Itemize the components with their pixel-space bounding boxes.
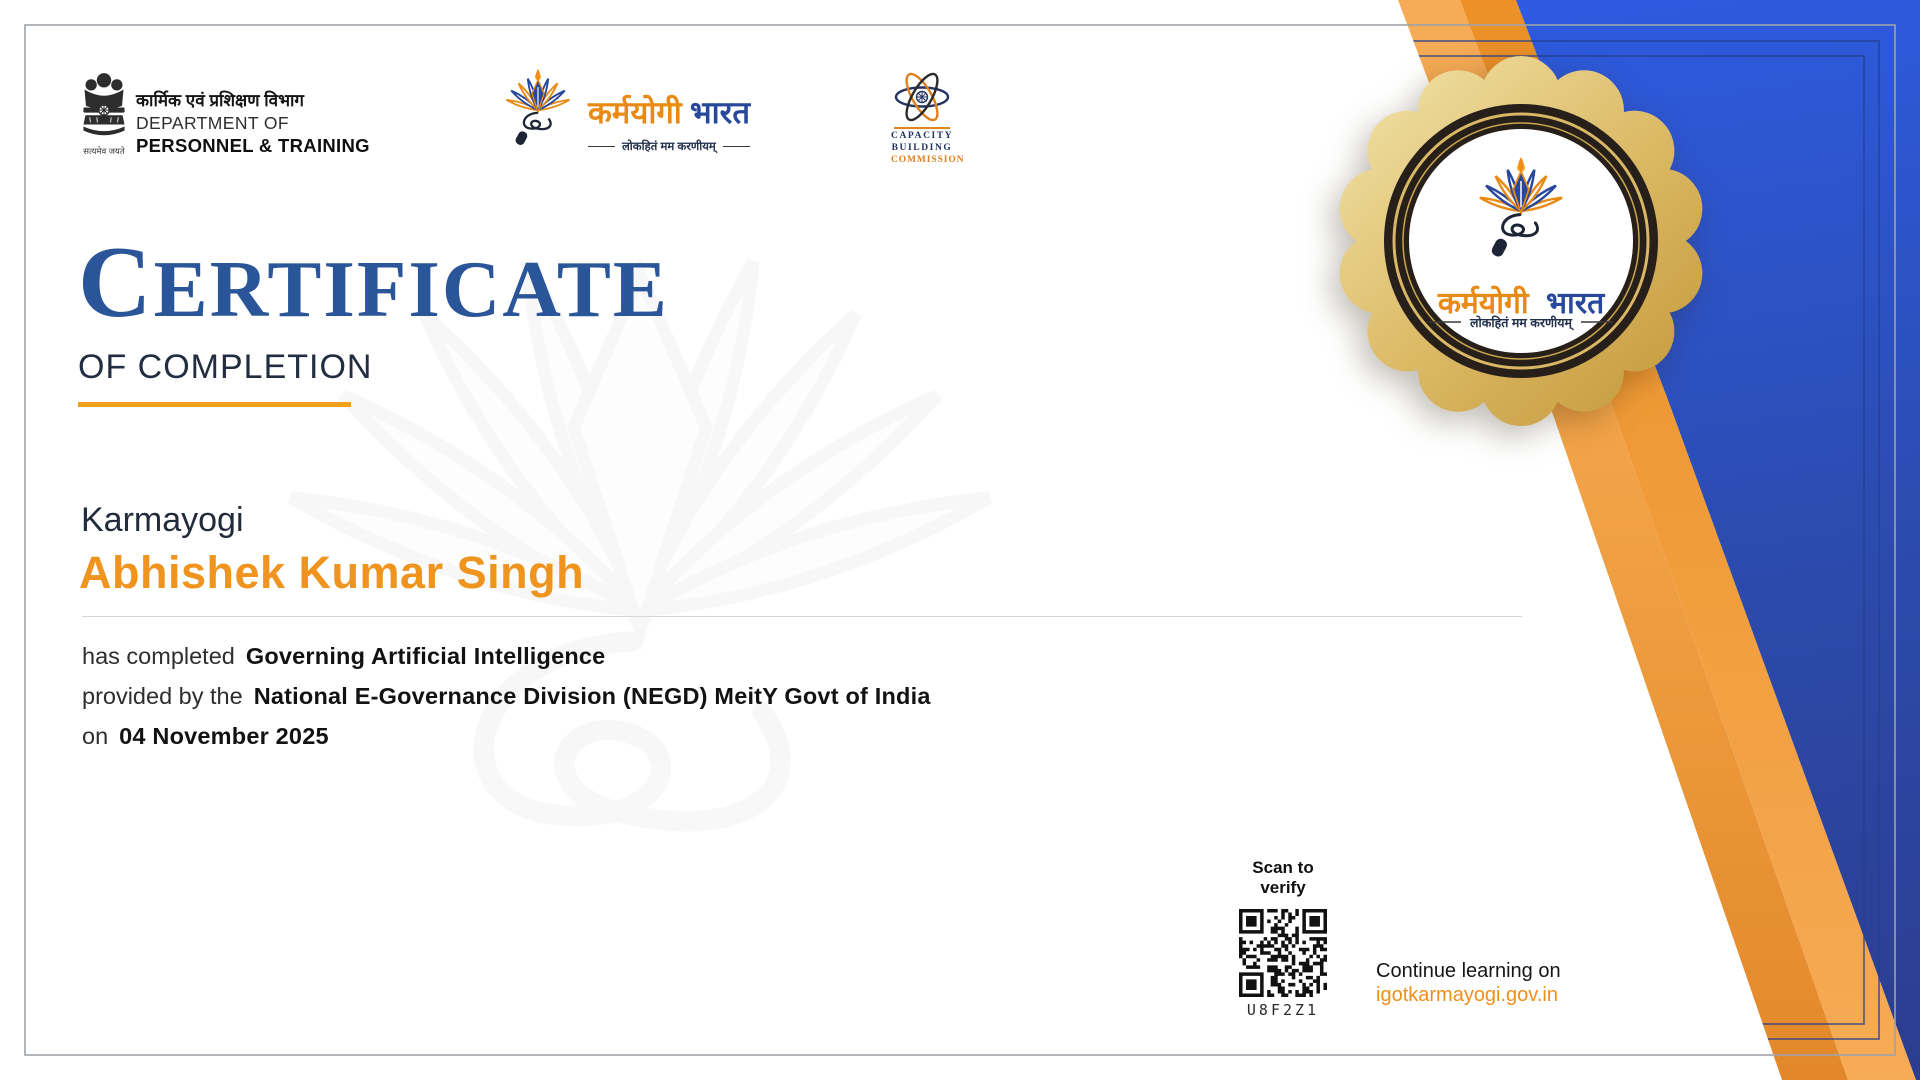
tagline-dash-right	[723, 146, 750, 147]
date-prefix: on	[82, 722, 109, 749]
wordmark-karmayogi: कर्मयोगी	[588, 95, 682, 130]
karmayogi-tagline: लोकहितं मम करणीयम्	[622, 141, 716, 153]
dopt-name-hindi: कार्मिक एवं प्रशिक्षण विभाग	[136, 91, 305, 110]
verify-section	[1228, 858, 1338, 1019]
seal-tagline: लोकहितं मम करणीयम्	[1470, 316, 1572, 330]
seal-wordmark	[1437, 285, 1606, 320]
course-line	[82, 636, 931, 676]
title-block	[78, 226, 669, 407]
emblem-motto: सत्यमेव जयते	[83, 146, 125, 156]
igot-karmayogi-link[interactable]: igotkarmayogi.gov.in	[1376, 984, 1558, 1006]
cbc-knot-icon	[891, 72, 953, 124]
name-divider	[82, 616, 1522, 617]
completion-details	[82, 636, 931, 756]
certificate-title	[78, 226, 669, 339]
tagline-dash-left	[588, 146, 615, 147]
certificate-subtitle: OF COMPLETION	[78, 348, 373, 386]
karmayogi-wordmark	[588, 91, 750, 133]
recipient-name: Abhishek Kumar Singh	[79, 547, 585, 598]
course-prefix: has completed	[82, 642, 235, 669]
karmayogi-lotus-icon	[492, 57, 584, 154]
provider-name: National E-Governance Division (NEGD) MeitY Govt of India	[253, 682, 931, 709]
karmayogi-seal-badge	[1321, 41, 1721, 441]
cbc-word-commission: COMMISSION	[891, 154, 965, 165]
recipient-label: Karmayogi	[81, 501, 244, 539]
cbc-word-building: BUILDING	[891, 142, 953, 153]
cbc-logo-block	[891, 72, 965, 167]
course-name: Governing Artificial Intelligence	[245, 642, 606, 669]
dopt-name-line1: DEPARTMENT OF	[136, 112, 289, 133]
verification-code: U8F2Z1	[1246, 1001, 1320, 1019]
cbc-word-capacity: CAPACITY	[891, 131, 954, 141]
completion-date: 04 November 2025	[119, 722, 329, 749]
qr-code	[1239, 909, 1327, 997]
dopt-name-line2: PERSONNEL & TRAINING	[136, 135, 370, 157]
continue-learning-block	[1376, 961, 1561, 1006]
provider-prefix: provided by the	[82, 682, 243, 709]
title-underline	[78, 402, 351, 407]
qr-code-svg	[1239, 909, 1327, 997]
cbc-rule	[894, 127, 950, 129]
provider-line	[82, 676, 931, 716]
scan-to-verify-label: Scan to verify	[1252, 858, 1314, 897]
seal-wordmark-karmayogi: कर्मयोगी	[1437, 287, 1529, 320]
dopt-logo-block	[76, 70, 406, 157]
continue-learning-label: Continue learning on	[1376, 960, 1561, 982]
karmayogi-bharat-logo-block	[492, 57, 751, 154]
date-line	[82, 716, 931, 756]
title-initial: C	[78, 226, 154, 339]
wordmark-bharat: भारत	[689, 95, 751, 130]
ashoka-emblem-icon	[76, 70, 132, 144]
seal-wordmark-bharat: भारत	[1545, 287, 1605, 320]
title-rest: ERTIFICATE	[153, 244, 669, 334]
